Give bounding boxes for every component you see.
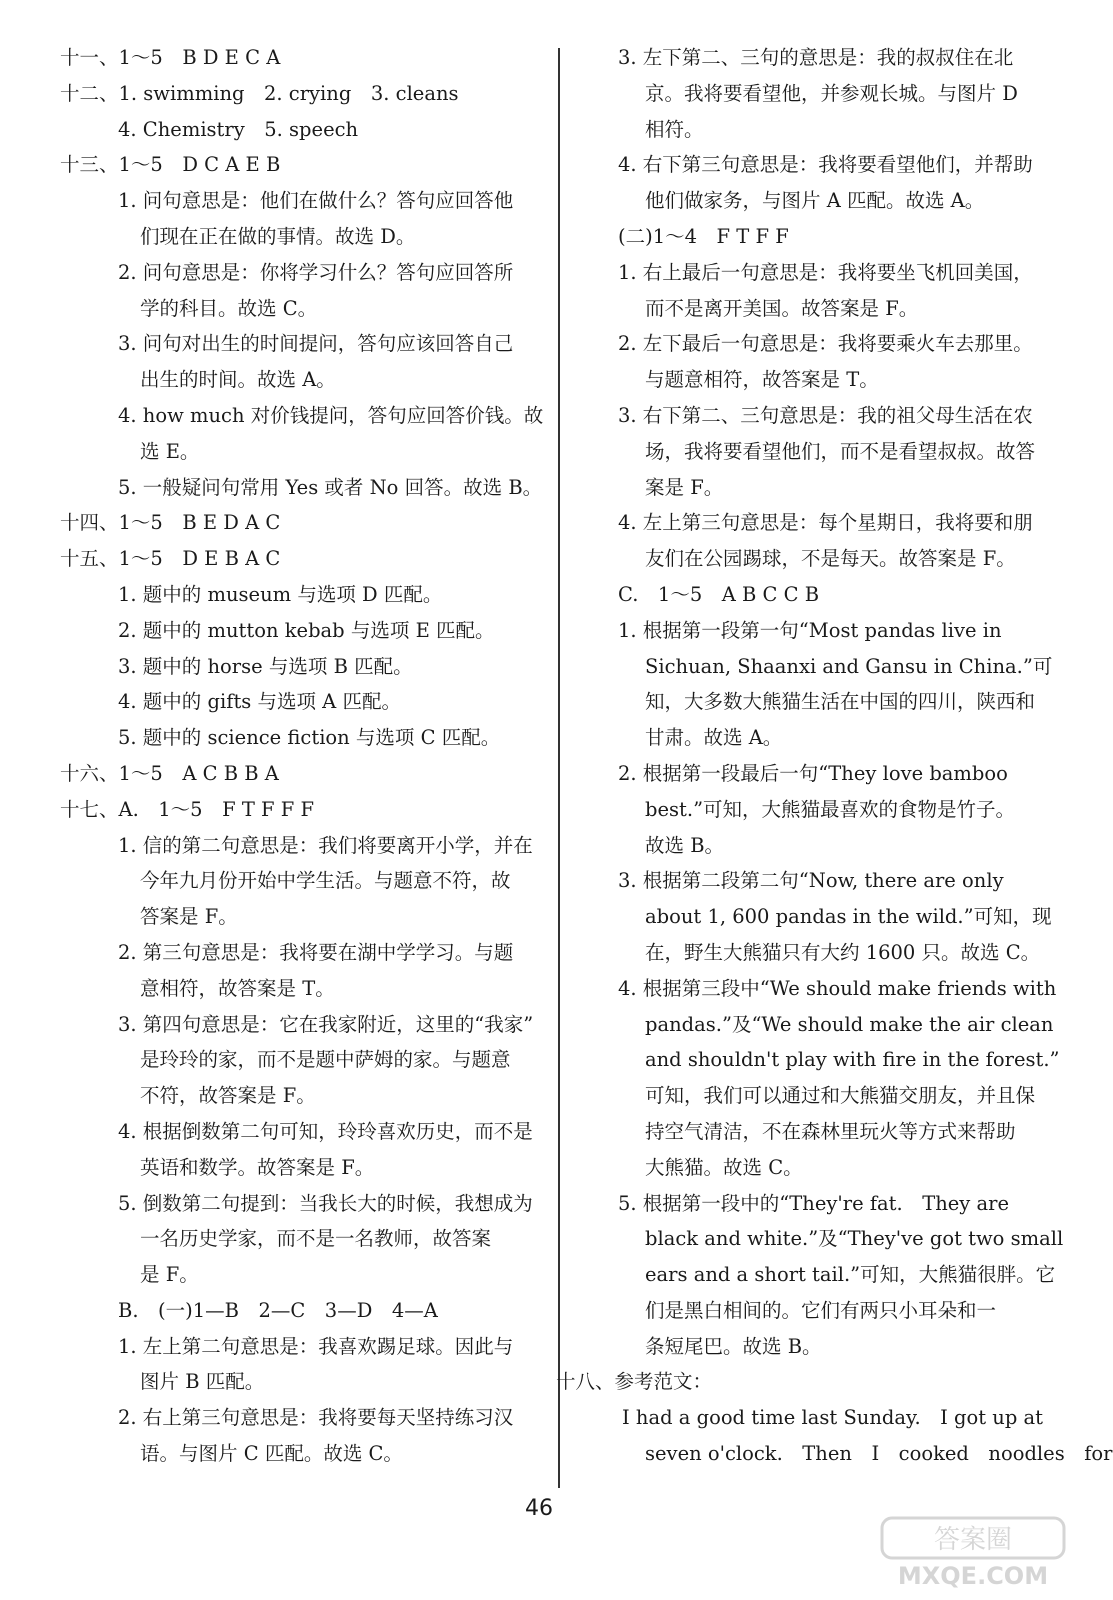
text-line: B. (一)1—B 2—C 3—D 4—A bbox=[118, 1298, 438, 1322]
left-column bbox=[60, 40, 548, 1472]
text-line: 1. 题中的 museum 与选项 D 匹配。 bbox=[118, 582, 443, 606]
text-line: 5. 一般疑问句常用 Yes 或者 No 回答。故选 B。 bbox=[118, 475, 543, 499]
text-line: C. 1～5 A B C C B bbox=[618, 582, 820, 606]
text-line: 条短尾巴。故选 B。 bbox=[645, 1334, 822, 1358]
text-line: 5. 倒数第二句提到：当我长大的时候，我想成为 bbox=[118, 1191, 533, 1215]
text-line: 十三、1～5 D C A E B bbox=[60, 153, 281, 177]
text-line: 3. 根据第二段第二句“Now, there are only bbox=[618, 869, 1004, 893]
text-line: 4. how much 对价钱提问，答句应回答价钱。故 bbox=[118, 403, 544, 427]
text-line: 与题意相符，故答案是 T。 bbox=[645, 368, 879, 392]
text-line: 3. 右下第二、三句意思是：我的祖父母生活在农 bbox=[618, 403, 1033, 427]
text-line: about 1, 600 pandas in the wild.”可知，现 bbox=[645, 905, 1052, 929]
text-line: 1. 右上最后一句意思是：我将要坐飞机回美国， bbox=[618, 260, 1033, 284]
text-line: 2. 左下最后一句意思是：我将要乘火车去那里。 bbox=[618, 332, 1033, 356]
text-line: 英语和数学。故答案是 F。 bbox=[140, 1155, 375, 1179]
text-line: 是 F。 bbox=[140, 1263, 199, 1287]
svg-text:MXQE.COM: MXQE.COM bbox=[897, 1562, 1049, 1590]
text-line: 1. 左上第二句意思是：我喜欢踢足球。因此与 bbox=[118, 1334, 514, 1358]
text-line: 4. 根据倒数第二句可知，玲玲喜欢历史，而不是 bbox=[118, 1119, 533, 1143]
text-line: 十六、1～5 A C B B A bbox=[60, 761, 279, 785]
text-line: 不符，故答案是 F。 bbox=[140, 1084, 316, 1108]
text-line: 3. 问句对出生的时间提问，答句应该回答自己 bbox=[118, 332, 514, 356]
column-divider bbox=[558, 48, 560, 1488]
page-number: 46 bbox=[525, 1496, 553, 1521]
text-line: 一名历史学家，而不是一名教师，故答案 bbox=[140, 1227, 492, 1251]
text-line: 他们做家务，与图片 A 匹配。故选 A。 bbox=[645, 189, 985, 213]
text-line: and shouldn't play with fire in the forest.” bbox=[645, 1048, 1060, 1072]
text-line: (二)1～4 F T F F bbox=[618, 224, 789, 248]
text-line: 是玲玲的家，而不是题中萨姆的家。与题意 bbox=[140, 1048, 511, 1072]
text-line: ears and a short tail.”可知，大熊猫很胖。它 bbox=[645, 1263, 1056, 1287]
text-line: 4. 右下第三句意思是：我将要看望他们，并帮助 bbox=[618, 153, 1033, 177]
text-line: 选 E。 bbox=[140, 439, 200, 463]
text-line: 大熊猫。故选 C。 bbox=[645, 1155, 803, 1179]
text-line: 1. 根据第一段第一句“Most pandas live in bbox=[618, 618, 1002, 642]
text-line: 3. 左下第二、三句的意思是：我的叔叔住在北 bbox=[618, 46, 1014, 69]
text-line: 1. 问句意思是：他们在做什么？答句应回答他 bbox=[118, 189, 514, 213]
text-line: black and white.”及“They've got two small bbox=[645, 1227, 1064, 1251]
text-line: 4. 根据第三段中“We should make friends with bbox=[618, 976, 1057, 1000]
text-line: 十七、A. 1～5 F T F F F bbox=[60, 797, 315, 821]
text-line: 知，大多数大熊猫生活在中国的四川，陕西和 bbox=[645, 690, 1036, 714]
text-line: 相符。 bbox=[645, 117, 704, 141]
text-line: 2. 根据第一段最后一句“They love bamboo bbox=[618, 761, 1008, 785]
text-line: 学的科目。故选 C。 bbox=[140, 296, 318, 320]
text-line: 京。我将要看望他，并参观长城。与图片 D bbox=[645, 81, 1018, 105]
text-line: 语。与图片 C 匹配。故选 C。 bbox=[140, 1442, 403, 1466]
text-line: 今年九月份开始中学生活。与题意不符，故 bbox=[140, 869, 511, 893]
text-line: I had a good time last Sunday. I got up at bbox=[622, 1406, 1044, 1430]
text-line: 十一、1～5 B D E C A bbox=[60, 46, 281, 69]
text-line: 2. 第三句意思是：我将要在湖中学学习。与题 bbox=[118, 940, 514, 964]
text-line: 1. 信的第二句意思是：我们将要离开小学，并在 bbox=[118, 833, 533, 857]
text-line: 可知，我们可以通过和大熊猫交朋友，并且保 bbox=[645, 1084, 1036, 1108]
text-line: pandas.”及“We should make the air clean bbox=[645, 1012, 1054, 1036]
text-line: best.”可知，大熊猫最喜欢的食物是竹子。 bbox=[645, 797, 1016, 821]
text-line: 出生的时间。故选 A。 bbox=[140, 368, 336, 392]
text-line: 图片 B 匹配。 bbox=[140, 1370, 265, 1394]
text-line: 十二、1. swimming 2. crying 3. cleans bbox=[60, 81, 459, 105]
text-line: 们是黑白相间的。它们有两只小耳朵和一 bbox=[645, 1298, 997, 1322]
text-line: 十八、参考范文： bbox=[556, 1370, 713, 1394]
text-line: 十四、1～5 B E D A C bbox=[60, 511, 281, 535]
text-line: 4. Chemistry 5. speech bbox=[118, 117, 359, 141]
text-line: 3. 第四句意思是：它在我家附近，这里的“我家” bbox=[118, 1012, 534, 1036]
text-line: 4. 题中的 gifts 与选项 A 匹配。 bbox=[118, 690, 401, 714]
text-line: 甘肃。故选 A。 bbox=[645, 726, 783, 750]
text-line: 5. 根据第一段中的“They're fat. They are bbox=[618, 1191, 1009, 1215]
text-line: 2. 问句意思是：你将学习什么？答句应回答所 bbox=[118, 260, 514, 284]
text-line: 故选 B。 bbox=[645, 833, 725, 857]
text-line: 答案是 F。 bbox=[140, 905, 238, 929]
text-line: 2. 右上第三句意思是：我将要每天坚持练习汉 bbox=[118, 1406, 514, 1430]
text-line: 5. 题中的 science fiction 与选项 C 匹配。 bbox=[118, 726, 501, 750]
text-line: 在，野生大熊猫只有大约 1600 只。故选 C。 bbox=[645, 940, 1041, 964]
svg-text:答案圈: 答案圈 bbox=[933, 1525, 1013, 1555]
text-line: 们现在正在做的事情。故选 D。 bbox=[140, 224, 416, 248]
text-line: 意相符，故答案是 T。 bbox=[140, 976, 335, 1000]
text-line: 持空气清洁，不在森林里玩火等方式来帮助 bbox=[645, 1119, 1016, 1143]
watermark-logo bbox=[878, 1512, 1068, 1592]
right-column bbox=[556, 40, 1113, 1472]
text-line: 4. 左上第三句意思是：每个星期日，我将要和朋 bbox=[618, 511, 1033, 535]
text-line: 十五、1～5 D E B A C bbox=[60, 547, 281, 571]
text-line: 2. 题中的 mutton kebab 与选项 E 匹配。 bbox=[118, 618, 495, 642]
text-line: 3. 题中的 horse 与选项 B 匹配。 bbox=[118, 654, 413, 678]
text-line: Sichuan, Shaanxi and Gansu in China.”可 bbox=[645, 654, 1053, 678]
text-line: 案是 F。 bbox=[645, 475, 724, 499]
text-line: seven o'clock. Then I cooked noodles for bbox=[645, 1442, 1113, 1466]
text-line: 而不是离开美国。故答案是 F。 bbox=[645, 296, 919, 320]
text-line: 友们在公园踢球，不是每天。故答案是 F。 bbox=[645, 547, 1016, 571]
text-line: 场，我将要看望他们，而不是看望叔叔。故答 bbox=[645, 439, 1036, 463]
